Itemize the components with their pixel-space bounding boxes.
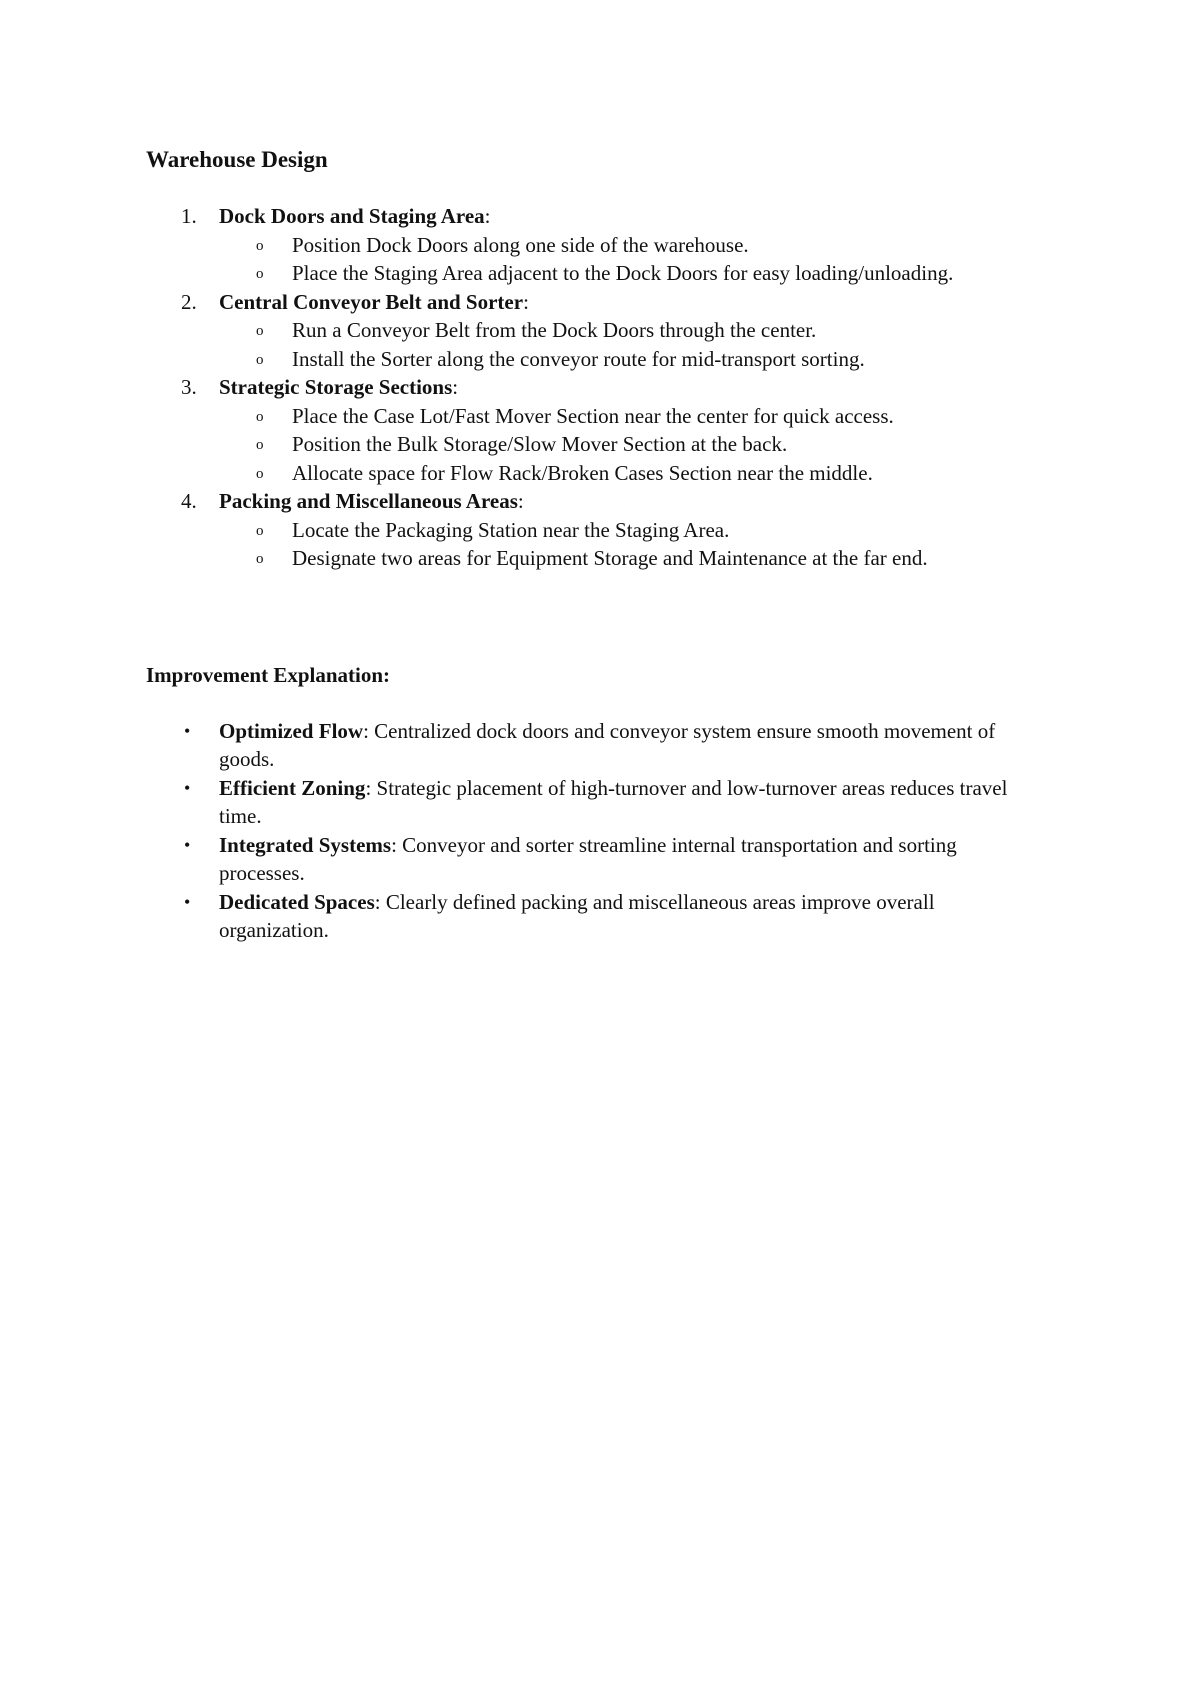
bullet-marker: •: [184, 777, 191, 798]
heading-colon: :: [452, 375, 459, 399]
heading-colon: :: [484, 204, 491, 228]
improvements-list: [146, 717, 1076, 945]
list-item: [219, 231, 1076, 260]
design-section: [146, 373, 1076, 487]
list-item: [219, 345, 1076, 374]
heading-colon: :: [523, 289, 529, 314]
sub-bullet-marker: o: [256, 351, 264, 368]
section-items: [219, 231, 1076, 288]
section-items: [219, 316, 1076, 373]
sub-bullet-marker: o: [256, 551, 264, 567]
design-section: [146, 202, 1076, 288]
list-item: [219, 459, 1076, 488]
section-number: 1.: [181, 204, 197, 228]
list-item-text: Position Dock Doors along one side of the warehouse.: [292, 232, 749, 257]
section-items: [219, 516, 1076, 573]
design-section: [146, 288, 1076, 374]
design-sections-list: [146, 202, 1076, 573]
improvement-text: : Conveyor and sorter streamline internal transportation and sorting processes.: [219, 832, 957, 885]
improvement-term: Integrated Systems: [219, 832, 392, 857]
list-item-text: Locate the Packaging Station near the Staging Area.: [292, 517, 730, 542]
list-item: [219, 516, 1076, 545]
document-body: [146, 146, 1076, 945]
list-item: [219, 402, 1076, 431]
list-item-text: Position the Bulk Storage/Slow Mover Section at the back.: [292, 432, 788, 456]
page-title: Warehouse Design: [146, 147, 328, 172]
list-item-text: Install the Sorter along the conveyor route for mid-transport sorting.: [292, 346, 865, 371]
section-items: [219, 402, 1076, 488]
sub-bullet-marker: o: [256, 437, 264, 453]
list-item-text: Place the Staging Area adjacent to the Dock Doors for easy loading/unloading.: [292, 261, 954, 285]
improvement-term: Dedicated Spaces: [219, 889, 375, 914]
section-heading: Packing and Miscellaneous Areas: [219, 489, 518, 513]
section-heading: Central Conveyor Belt and Sorter: [219, 289, 524, 314]
bullet-marker: •: [184, 720, 191, 741]
sub-bullet-marker: o: [256, 323, 264, 339]
section-heading: Dock Doors and Staging Area: [219, 204, 485, 228]
bullet-marker: •: [184, 891, 191, 912]
section-number: 2.: [181, 289, 197, 314]
list-item: [146, 717, 1076, 774]
design-section: [146, 487, 1076, 573]
list-item-text: Run a Conveyor Belt from the Dock Doors through the center.: [292, 318, 817, 342]
improvement-heading: Improvement Explanation:: [146, 662, 391, 687]
improvement-term: Efficient Zoning: [219, 775, 366, 800]
improvement-term: Optimized Flow: [219, 718, 364, 743]
list-item: [219, 316, 1076, 345]
sub-bullet-marker: o: [256, 522, 264, 539]
list-item: [219, 430, 1076, 459]
improvement-text: : Clearly defined packing and miscellaneous areas improve overall organization.: [219, 889, 935, 942]
list-item: [219, 259, 1076, 288]
list-item-text: Designate two areas for Equipment Storage and Maintenance at the far end.: [292, 546, 928, 570]
list-item: [146, 831, 1076, 888]
sub-bullet-marker: o: [256, 408, 264, 425]
section-number: 3.: [181, 375, 197, 399]
bullet-marker: •: [184, 834, 191, 855]
list-item: [146, 774, 1076, 831]
list-item-text: Allocate space for Flow Rack/Broken Cases Section near the middle.: [292, 460, 873, 485]
sub-bullet-marker: o: [256, 465, 264, 482]
section-heading: Strategic Storage Sections: [219, 375, 453, 399]
sub-bullet-marker: o: [256, 237, 264, 254]
list-item: [146, 888, 1076, 945]
heading-colon: :: [517, 489, 524, 513]
section-number: 4.: [181, 489, 197, 513]
sub-bullet-marker: o: [256, 266, 264, 282]
list-item-text: Place the Case Lot/Fast Mover Section near the center for quick access.: [292, 403, 894, 428]
list-item: [219, 544, 1076, 573]
improvement-text: : Strategic placement of high-turnover and low-turnover areas reduces travel time.: [219, 775, 1008, 828]
improvement-text: : Centralized dock doors and conveyor system ensure smooth movement of goods.: [219, 718, 996, 771]
